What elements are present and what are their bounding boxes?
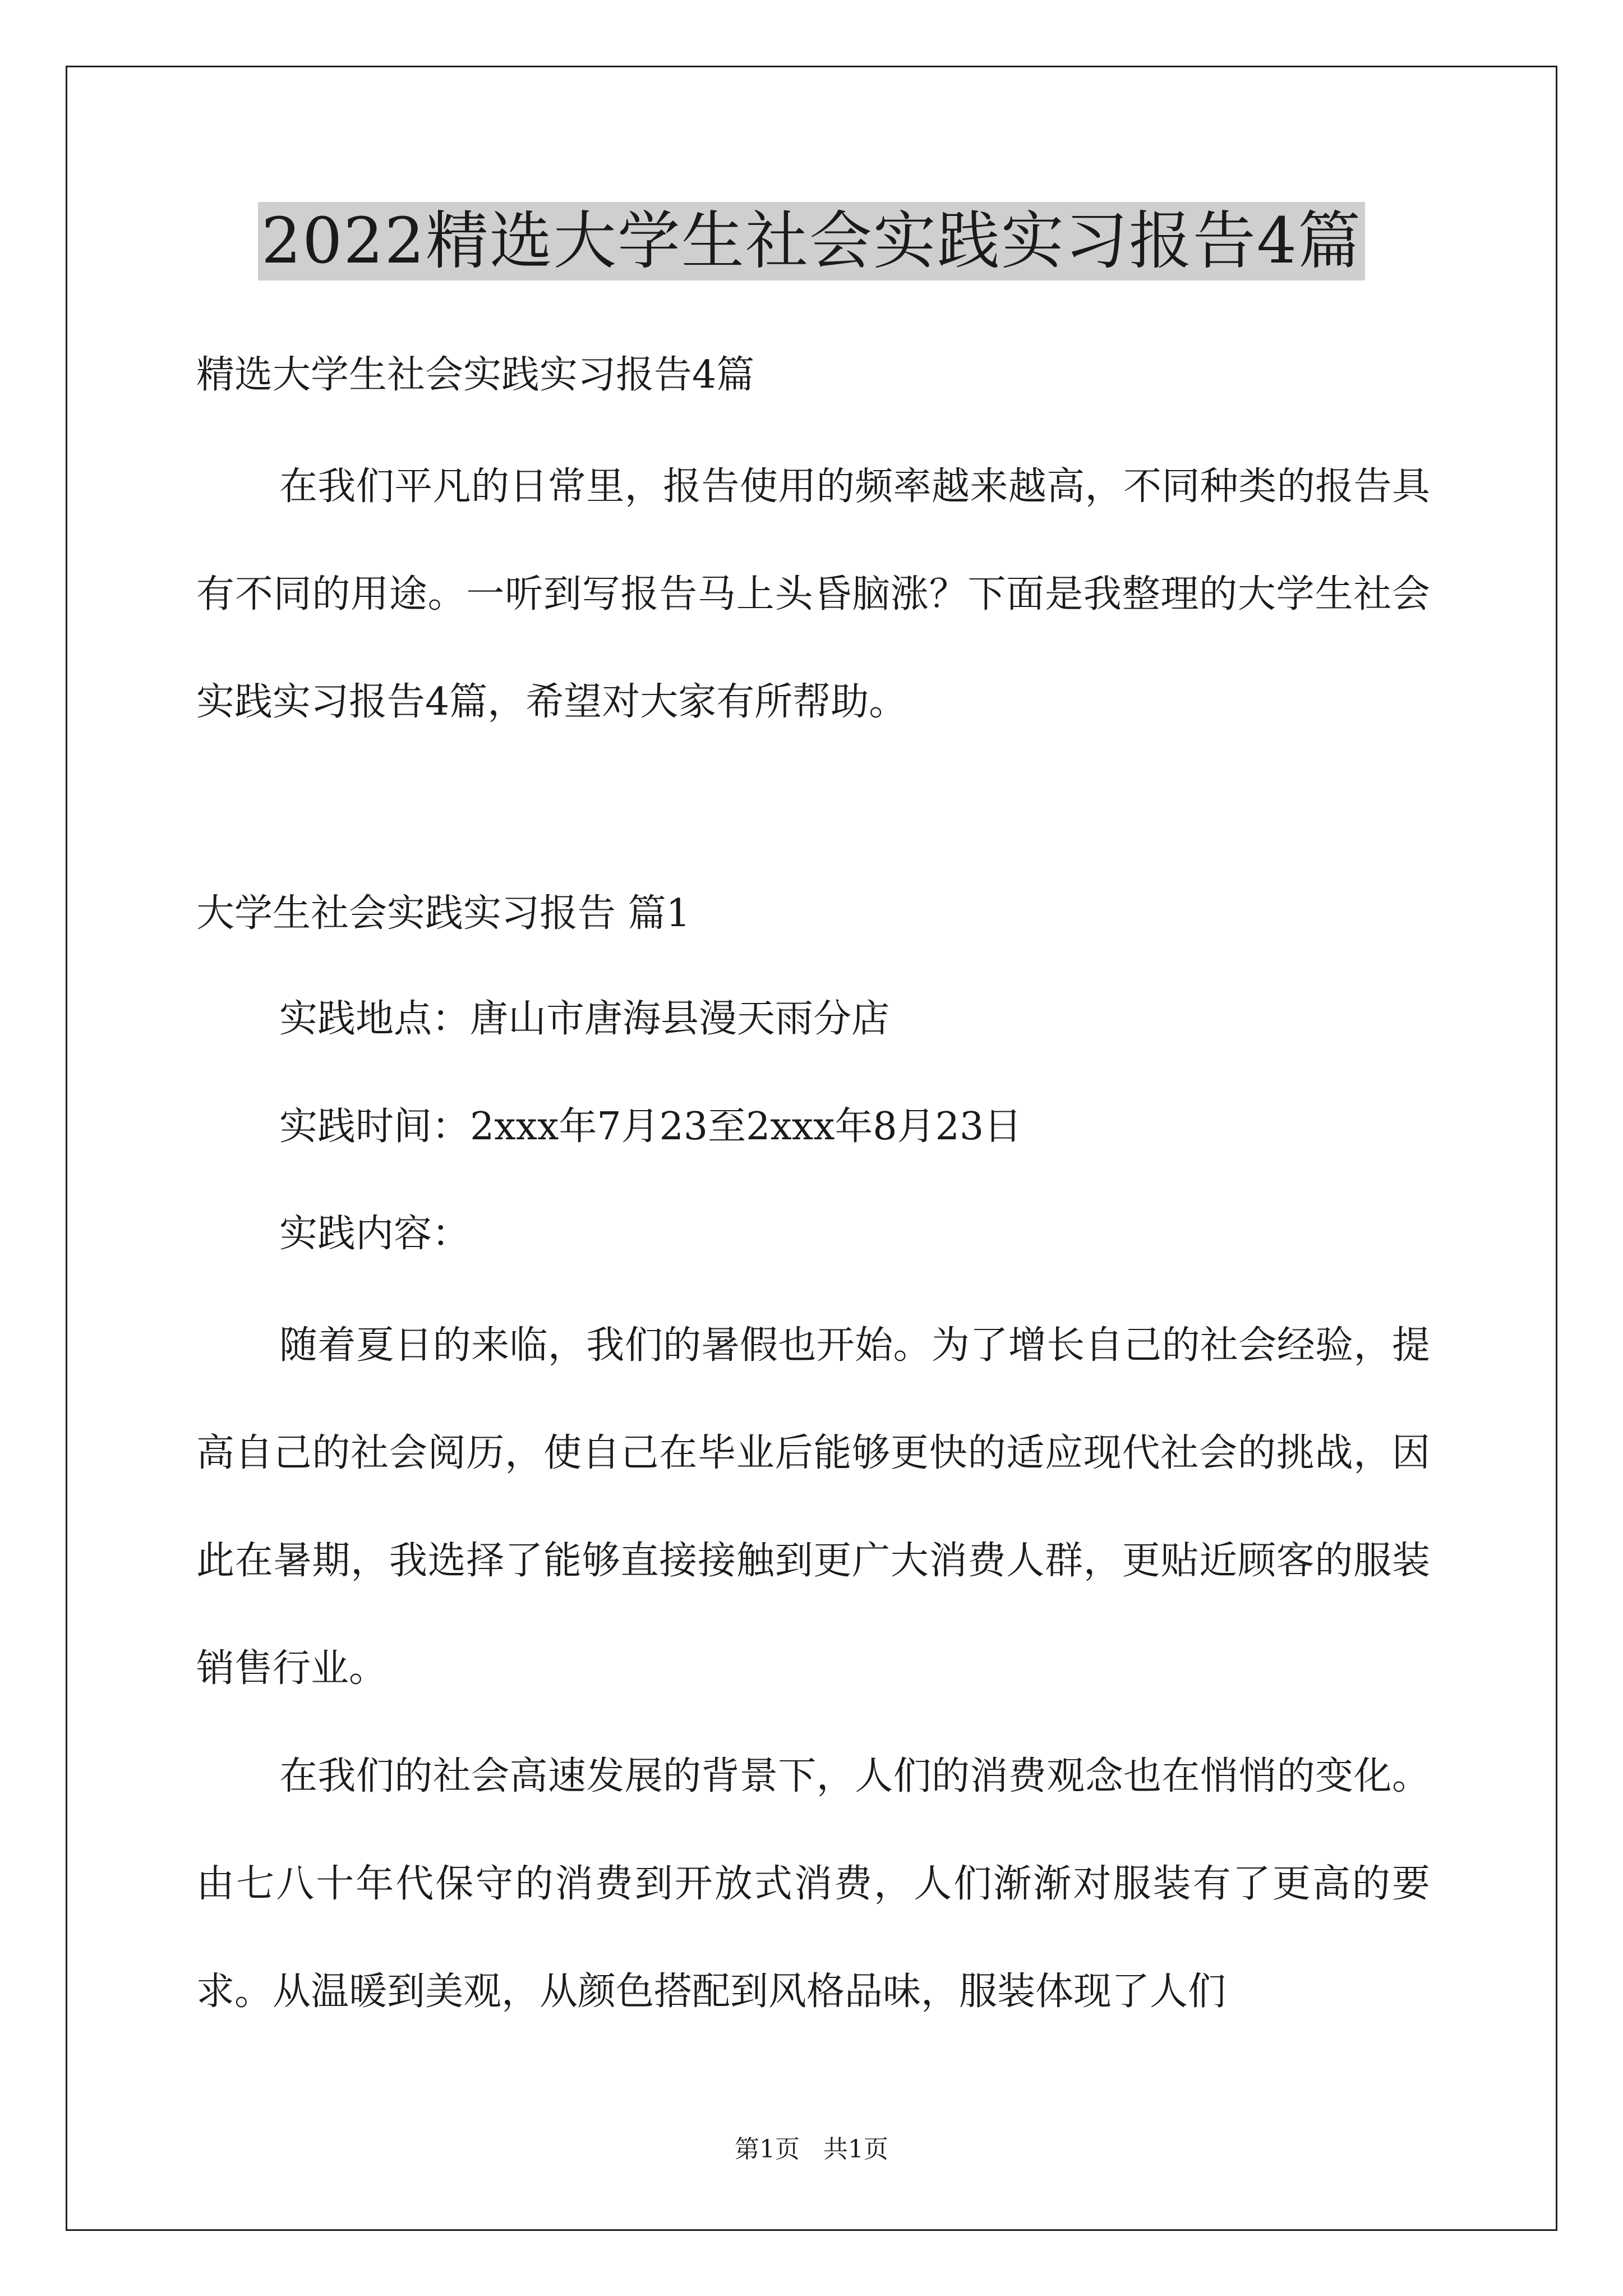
document-title: 2022精选大学生社会实践实习报告4篇 bbox=[258, 202, 1365, 280]
document-title-wrapper bbox=[0, 202, 1623, 280]
document-subtitle: 精选大学生社会实践实习报告4篇 bbox=[196, 353, 755, 397]
practice-time: 实践时间：2xxx年7月23至2xxx年8月23日 bbox=[279, 1105, 1022, 1149]
practice-place: 实践地点：唐山市唐海县漫天雨分店 bbox=[279, 997, 890, 1041]
section-heading: 大学生社会实践实习报告 篇1 bbox=[196, 891, 690, 936]
page-footer: 第1页 共1页 bbox=[735, 2135, 888, 2164]
practice-content-label: 实践内容： bbox=[279, 1212, 471, 1256]
body-paragraph-2: 在我们的社会高速发展的背景下，人们的消费观念也在悄悄的变化。由七八十年代保守的消费到开放式消费，人们渐渐对服装有了更高的要求。从温暖到美观，从颜色搭配到风格品味，服装体现了人们 bbox=[196, 1754, 1430, 2014]
body-paragraph-1: 随着夏日的来临，我们的暑假也开始。为了增长自己的社会经验，提高自己的社会阅历，使自己在毕业后能够更快的适应现代社会的挑战，因此在暑期，我选择了能够直接接触到更广大消费人群，更贴近顾客的服装销售行业。 bbox=[196, 1323, 1430, 1691]
intro-paragraph: 在我们平凡的日常里，报告使用的频率越来越高，不同种类的报告具有不同的用途。一听到写报告马上头昏脑涨？下面是我整理的大学生社会实践实习报告4篇，希望对大家有所帮助。 bbox=[196, 464, 1430, 724]
